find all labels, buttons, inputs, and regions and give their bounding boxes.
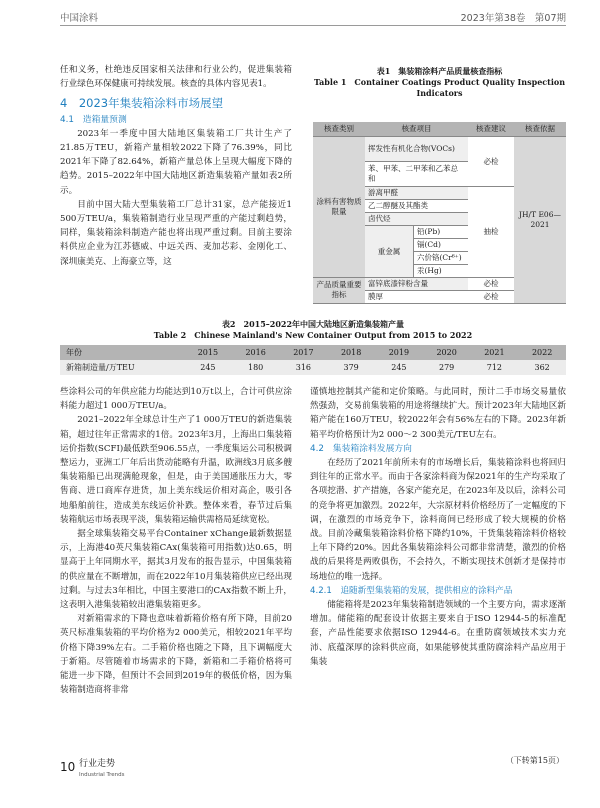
table1-item: 卤代烃 [365, 213, 468, 226]
heavy-metal-subtable [365, 226, 468, 277]
page-number: 10 [60, 760, 76, 774]
table1-header: 核查建议 [468, 122, 514, 137]
value-cell: 316 [280, 360, 328, 375]
section-4-2-heading: 4.2 集装箱涂料发展方向 [310, 443, 412, 454]
left-column-top [60, 63, 292, 269]
paragraph: 谨慎地控制其产能和定价策略。与此同时，预计二手市场交易量依然强劲，交易前集装箱的用途将继续扩大。预计2023年大陆地区新箱产能在160万TEU，较2022年会有56%左右的下降。2023年新箱平均价格预计为2 000～2 300美元/TEU左右。 [310, 387, 566, 440]
journal-name: 中国涂料 [60, 13, 99, 24]
table-row [313, 137, 566, 162]
table1-category: 涂料有害物质限量 [313, 137, 365, 278]
table2-caption [60, 319, 566, 341]
table2 [60, 345, 566, 375]
paragraph: 目前中国大陆大型集装箱工厂总计31家，总产能接近1 500万TEU/a，集装箱制造行业呈现严重的产能过剩趋势，同样，集装箱涂料制造产能也将出现严重过剩。目前主要涂料供应企业为江苏德威、中远关西、麦加芯彩、金刚化工、深圳康美克、上海豪立等，这 [60, 199, 292, 267]
section-4-1-heading: 4.1 造箱量预测 [60, 114, 127, 125]
table1-caption-cn: 表1 集装箱涂料产品质量核查指标 [376, 66, 503, 76]
year-cell: 2019 [375, 345, 423, 360]
table1-suggestion: 必检 [468, 277, 514, 290]
table2-caption-en: Table 2 Chinese Mainland's New Container Output from 2015 to 2022 [153, 330, 473, 340]
paragraph: 储能箱将是2023年集装箱制造领域的一个主要方向，需求逐渐增加。储能箱的配套设计依据主要来自于ISO 12944-5的标准配套，产品性能要求依据ISO 12944-6。在重防腐领域技术实力充沛、底蕴深厚的涂料供应商，如果能够使其重防腐涂料产品应用于集装 [310, 600, 566, 667]
value-cell: 379 [327, 360, 375, 375]
value-cell: 279 [423, 360, 471, 375]
metal-item: 镉(Cd) [414, 239, 469, 252]
table1-category: 产品质量重要指标 [313, 277, 365, 303]
paragraph: 2023年一季度中国大陆地区集装箱工厂共计生产了21.85万TEU，新箱产量相较2022下降了76.39%，同比2021年下降了82.64%，新箱产量总体上呈现大幅度下降的趋势。2015–2022年中国大陆地区新造集装箱产量如表2所示。 [60, 128, 292, 196]
table1-header: 核查项目 [365, 122, 468, 137]
year-cell: 2016 [232, 345, 280, 360]
metal-item: 六价铬(Cr⁶⁺) [414, 252, 469, 265]
table1-suggestion: 必检 [468, 137, 514, 187]
metal-item: 汞(Hg) [414, 265, 469, 278]
paragraph: 对新箱需求的下降也意味着新箱价格有所下降，目前20英尺标准集装箱的平均价格为2 000美元，相较2021年平均价格下降39%左右。二手箱价格也随之下降，且下调幅度大于新箱。尽管随着市场需求的下降，新箱和二手箱价格将可能进一步下降，但预计不会回到2019年的极低价格，因为集装箱制造商将非常 [60, 614, 292, 696]
table1-heavy-metal-cell [365, 226, 468, 278]
table1-header: 核查类别 [313, 122, 365, 137]
table1-item: 富锌底漆锌粉含量 [365, 277, 468, 290]
metal-item: 铅(Pb) [414, 226, 469, 239]
section-name-en: Industrial Trends [79, 772, 125, 778]
paragraph: 些涂料公司的年供应能力均能达到10万t以上，合计可供应涂料能力超过1 000万TEU/a。 [60, 387, 292, 412]
table1-header: 核查依据 [514, 122, 566, 137]
table1-header-row [313, 122, 566, 137]
table1 [313, 122, 566, 304]
paragraph: 在经历了2021年前所未有的市场增长后，集装箱涂料也将回归到往年的正常水平。而由于各家涂料商为保2021年的生产均采取了各项挖潜、扩产措施，各家产能充足，在2023年及以后，涂料公司的竞争将更加激烈。2022年，大宗原材料价格经历了一定幅度的下调，在激烈的市场竞争下，涂料商间已经形成了较大规模的价格战。目前冷藏集装箱涂料价格下降约10%，干货集装箱涂料价格较上年下降约20%。因此各集装箱涂料公司都非常清楚，激烈的价格战的后果将是两败俱伤，不会持久，不断实现技术创新才是保持市场地位的唯一选择。 [310, 458, 566, 582]
table1-item: 游离甲醛 [365, 187, 468, 200]
table2-caption-cn: 表2 2015–2022年中国大陆地区新造集装箱产量 [221, 319, 405, 329]
value-cell: 245 [375, 360, 423, 375]
value-cell: 180 [232, 360, 280, 375]
table1-caption [313, 66, 566, 99]
table1-suggestion: 抽检 [468, 187, 514, 278]
table2-row-label: 新箱制造量/万TEU [60, 360, 184, 375]
table2-row-label: 年份 [60, 345, 184, 360]
value-cell: 245 [184, 360, 232, 375]
year-cell: 2017 [280, 345, 328, 360]
section-4-heading: 4 2023年集装箱涂料市场展望 [60, 96, 224, 111]
paragraph: 2021–2022年全球总计生产了1 000万TEU的新造集装箱，超过往年正常需求的1倍。2023年3月，上海出口集装箱运价指数(SCFI)最低跌至906.55点，一季度集运公司积极调整运力，亚洲工厂年后出货动能略有升温，欧洲线3月底多艘集装箱船已出现满舱现象，但是，由于美国通胀压力大，零售商、进口商库存进货，加上美东线运价相对高企，吸引各地船舶前往，造成美东线运价补跌。整体来看，春节过后集装箱航运市场表现平淡，集装箱运输供需格局延续宽松。 [60, 415, 292, 525]
table1-item: 挥发性有机化合物(VOCs) [365, 137, 468, 162]
value-cell: 362 [518, 360, 566, 375]
table1-item: 膜厚 [365, 290, 468, 303]
header-rule [60, 25, 566, 26]
year-cell: 2015 [184, 345, 232, 360]
value-cell: 712 [471, 360, 519, 375]
table-row [60, 345, 566, 360]
year-cell: 2018 [327, 345, 375, 360]
heavy-metal-label: 重金属 [365, 226, 414, 277]
section-4-2-1-heading: 4.2.1 追随新型集装箱的发展，提供相应的涂料产品 [310, 585, 513, 596]
right-column-bottom [310, 385, 566, 669]
left-column-bottom [60, 385, 292, 697]
table1-suggestion: 必检 [468, 290, 514, 303]
section-name: 行业走势 [79, 759, 116, 769]
paragraph: 任和义务，杜绝违反国家相关法律和行业公约，促进集装箱行业绿色环保健康可持续发展。核查的具体内容见表1。 [60, 65, 292, 90]
year-cell: 2021 [471, 345, 519, 360]
table1-item: 乙二醇醚及其酯类 [365, 200, 468, 213]
table1-item: 苯、甲苯、二甲苯和乙苯总和 [365, 162, 468, 187]
year-cell: 2022 [518, 345, 566, 360]
issue-info: 2023年第38卷 第07期 [460, 13, 566, 24]
year-cell: 2020 [423, 345, 471, 360]
table-row [60, 360, 566, 375]
continued-note: （下转第15页） [505, 756, 564, 765]
paragraph: 据全球集装箱交易平台Container xChange最新数据显示，上海港40英尺集装箱CAx(集装箱可用指数)达0.65，明显高于上年同期水平，据其3月发布的报告显示，中国集装箱的供应量在不断增加，而在2022年10月集装箱供应已经出现过剩。与过去3年相比，中国主要港口的CAx指数不断上升，这表明入港集装箱较出港集装箱更多。 [60, 529, 292, 611]
table1-basis: JH/T E06—2021 [514, 137, 566, 304]
table1-caption-en: Table 1 Container Coatings Product Quality Inspection Indicators [313, 77, 566, 98]
